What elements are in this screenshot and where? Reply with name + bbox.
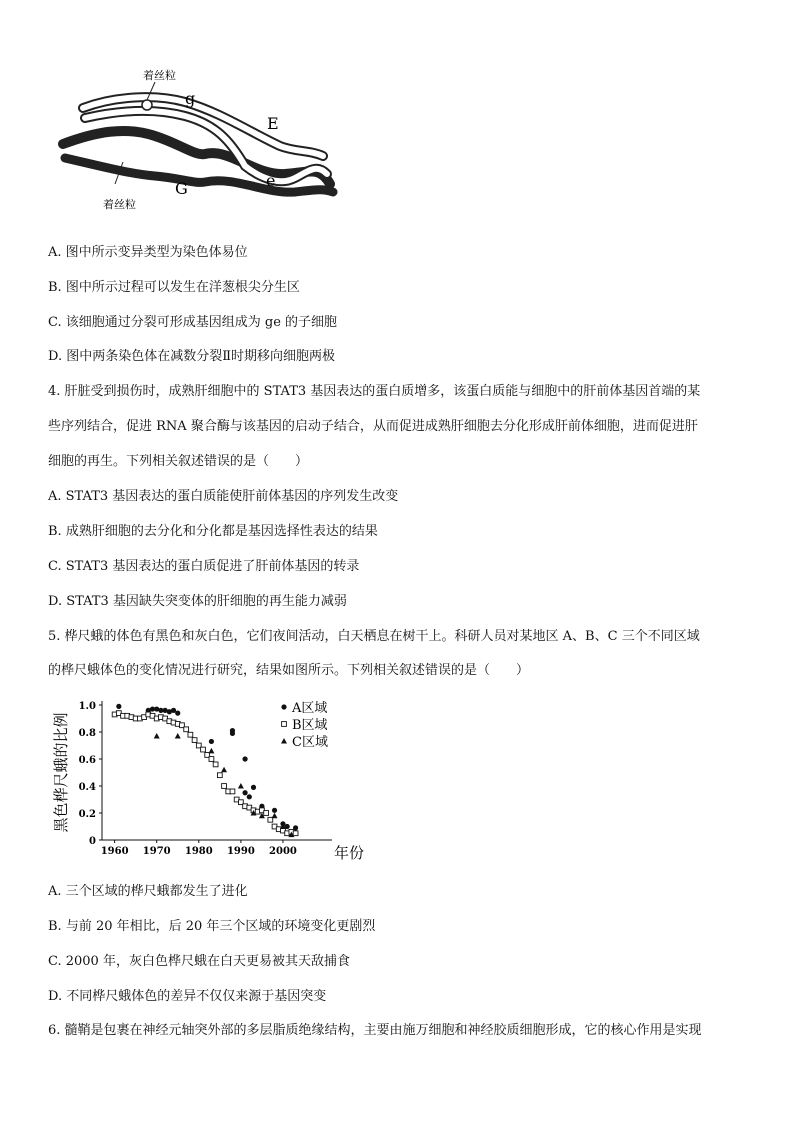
legend-marker xyxy=(281,738,287,744)
q3-option-c: C. 该细胞通过分裂可形成基因组成为 ge 的子细胞 xyxy=(48,315,338,330)
data-point-square-open xyxy=(209,757,214,762)
data-point-square-open xyxy=(293,831,298,836)
data-point-triangle-filled xyxy=(175,733,181,739)
data-point-circle-filled xyxy=(251,785,256,790)
q5-stem-line-1: 5. 桦尺蛾的体色有黑色和灰白色，它们夜间活动，白天栖息在树干上。科研人员对某地区 A、B、C 三个不同区域 xyxy=(48,629,700,644)
centromere-marker xyxy=(142,100,152,110)
data-point-square-open xyxy=(201,747,206,752)
q4-stem-line-2: 些序列结合，促进 RNA 聚合酶与该基因的启动子结合，从而促进成熟肝细胞去分化形成肝前体细胞，进而促进肝 xyxy=(48,419,698,434)
q6-stem-line-1: 6. 髓鞘是包裹在神经元轴突外部的多层脂质绝缘结构，主要由施万细胞和神经胶质细胞形成，它的核心作用是实现 xyxy=(48,1023,702,1038)
data-point-square-open xyxy=(217,773,222,778)
legend-marker xyxy=(282,722,287,727)
q3-option-b: B. 图中所示过程可以发生在洋葱根尖分生区 xyxy=(48,280,300,295)
q3-option-a: A. 图中所示变异类型为染色体易位 xyxy=(48,245,248,260)
legend-marker xyxy=(281,704,286,709)
q3-option-d: D. 图中两条染色体在减数分裂Ⅱ时期移向细胞两极 xyxy=(48,349,336,364)
data-point-circle-filled xyxy=(247,794,252,799)
q4-option-a: A. STAT3 基因表达的蛋白质能使肝前体基因的序列发生改变 xyxy=(48,489,399,504)
data-point-circle-filled xyxy=(242,790,247,795)
x-tick-label: 1980 xyxy=(184,846,213,857)
centromere-label-top: 着丝粒 xyxy=(143,69,176,82)
y-tick-label: 0.2 xyxy=(78,809,96,820)
data-point-circle-filled xyxy=(175,711,180,716)
legend-label: B区域 xyxy=(292,718,328,733)
q5-option-d: D. 不同桦尺蛾体色的差异不仅仅来源于基因突变 xyxy=(48,989,327,1004)
y-tick-label: 0.4 xyxy=(78,782,96,793)
y-tick-label: 0 xyxy=(89,836,96,847)
gene-label-g: g xyxy=(185,89,196,108)
q4-stem-line-3: 细胞的再生。下列相关叙述错误的是（ ） xyxy=(48,454,309,469)
q4-option-c: C. STAT3 基因表达的蛋白质促进了肝前体基因的转录 xyxy=(48,559,360,574)
data-point-square-open xyxy=(192,738,197,743)
gene-label-e: e xyxy=(266,171,276,190)
data-point-square-open xyxy=(222,784,227,789)
x-tick-label: 2000 xyxy=(269,846,297,857)
legend-label: C区域 xyxy=(292,735,328,750)
q4-option-d: D. STAT3 基因缺失突变体的肝细胞的再生能力减弱 xyxy=(48,594,347,609)
y-tick-label: 0.6 xyxy=(78,755,96,766)
data-point-circle-filled xyxy=(272,808,277,813)
data-point-triangle-filled xyxy=(208,748,214,754)
data-point-triangle-filled xyxy=(154,733,160,739)
data-point-circle-filled xyxy=(116,704,121,709)
data-point-circle-filled xyxy=(230,731,235,736)
data-point-circle-filled xyxy=(242,756,247,761)
q5-option-c: C. 2000 年，灰白色桦尺蛾在白天更易被其天敌捕食 xyxy=(48,954,350,969)
moth-ratio-chart xyxy=(52,695,372,870)
centromere-label-bottom: 着丝粒 xyxy=(103,198,136,211)
y-axis-title: 黑色桦尺蛾的比例 xyxy=(52,712,70,833)
chromosome-diagram xyxy=(55,66,355,216)
data-point-triangle-filled xyxy=(221,767,227,773)
y-tick-label: 0.8 xyxy=(78,728,96,739)
x-tick-label: 1960 xyxy=(100,846,129,857)
gene-label-E: E xyxy=(267,114,279,133)
q4-stem-line-1: 4. 肝脏受到损伤时，成熟肝细胞中的 STAT3 基因表达的蛋白质增多，该蛋白质能与细胞中的肝前体基因首端的某 xyxy=(48,384,701,399)
data-point-square-open xyxy=(213,762,218,767)
data-point-square-open xyxy=(264,811,269,816)
data-point-square-open xyxy=(188,732,193,737)
data-point-triangle-filled xyxy=(272,813,278,819)
q4-option-b: B. 成熟肝细胞的去分化和分化都是基因选择性表达的结果 xyxy=(48,524,378,539)
y-tick-label: 1.0 xyxy=(78,701,96,712)
x-tick-label: 1970 xyxy=(142,846,171,857)
data-point-square-open xyxy=(230,789,235,794)
data-point-triangle-filled xyxy=(238,783,244,789)
legend-label: A区域 xyxy=(292,701,328,716)
gene-label-G: G xyxy=(175,179,188,198)
q5-option-a: A. 三个区域的桦尺蛾都发生了进化 xyxy=(48,884,248,899)
q5-stem-line-2: 的桦尺蛾体色的变化情况进行研究，结果如图所示。下列相关叙述错误的是（ ） xyxy=(48,663,530,678)
x-axis-title: 年份 xyxy=(334,844,365,862)
data-point-circle-filled xyxy=(209,739,214,744)
data-point-square-open xyxy=(184,727,189,732)
q5-option-b: B. 与前 20 年相比，后 20 年三个区域的环境变化更剧烈 xyxy=(48,919,376,934)
x-tick-label: 1990 xyxy=(226,846,255,857)
